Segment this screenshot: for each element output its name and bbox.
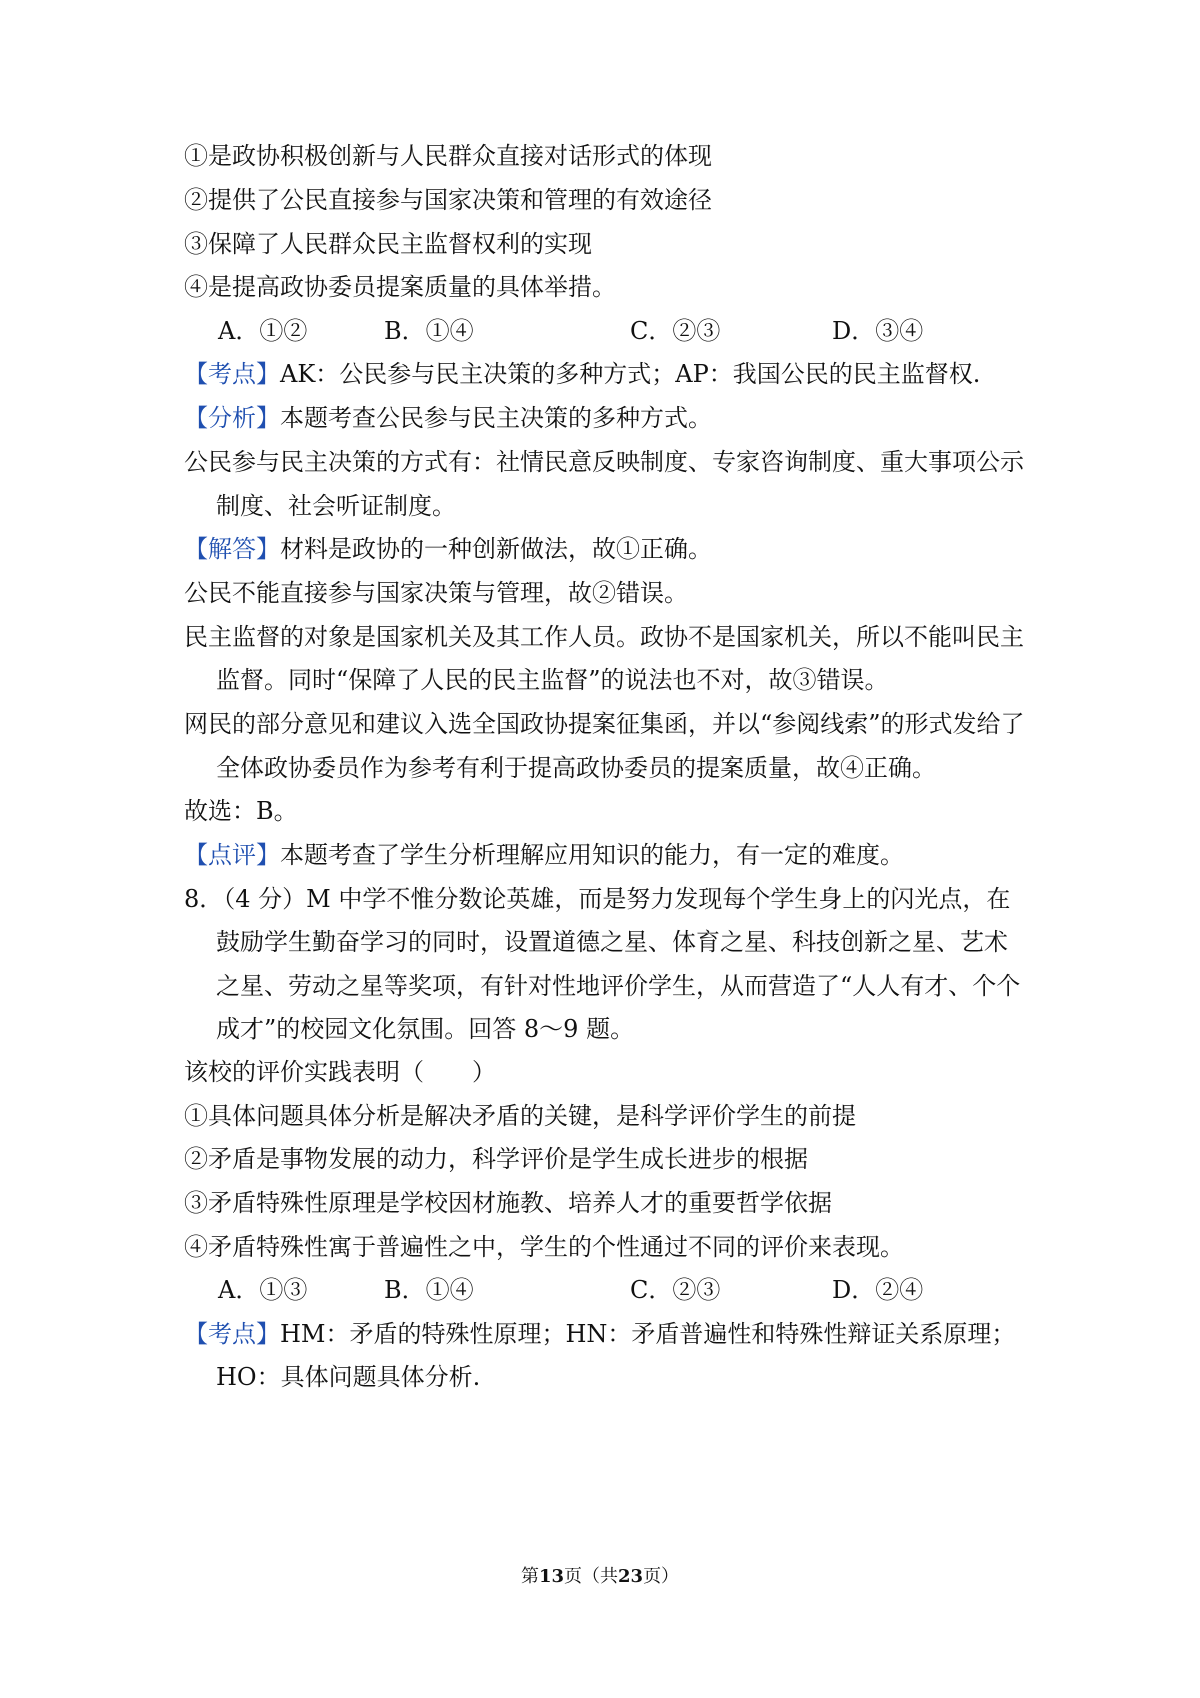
q7-option-d: D．③④ xyxy=(832,317,924,345)
page-footer xyxy=(0,1565,1200,1589)
q8-option-b: B．①④ xyxy=(384,1276,474,1304)
q8-option-c: C．②③ xyxy=(630,1276,721,1304)
jieda-label: 【解答】 xyxy=(184,535,280,563)
kaodian-label: 【考点】 xyxy=(184,360,280,388)
q7-kaodian xyxy=(184,357,1044,391)
footer-page-number: 13 xyxy=(538,1566,564,1587)
q7-jieda-line-4: 网民的部分意见和建议入选全国政协提案征集函，并以“参阅线索”的形式发给了 xyxy=(184,710,1025,738)
q7-option-a: A．①② xyxy=(218,317,308,345)
fenxi-text: 本题考查公民参与民主决策的多种方式。 xyxy=(280,404,712,432)
footer-total-pages: 23 xyxy=(618,1566,644,1587)
q7-jieda-line-1: 公民不能直接参与国家决策与管理，故②错误。 xyxy=(184,579,688,607)
jieda-text: 材料是政协的一种创新做法，故①正确。 xyxy=(280,535,712,563)
q7-fenxi-line-1: 公民参与民主决策的方式有：社情民意反映制度、专家咨询制度、重大事项公示 xyxy=(184,448,1024,476)
q7-option-b: B．①④ xyxy=(384,317,474,345)
q7-item-2: ②提供了公民直接参与国家决策和管理的有效途径 xyxy=(184,186,712,214)
q8-kaodian-cont: HO：具体问题具体分析. xyxy=(216,1363,481,1391)
q8-kaodian-text: HM：矛盾的特殊性原理；HN：矛盾普遍性和特殊性辩证关系原理； xyxy=(280,1320,1016,1348)
footer-suffix: 页） xyxy=(643,1566,680,1587)
q8-stem-line-3: 之星、劳动之星等奖项，有针对性地评价学生，从而营造了“人人有才、个个 xyxy=(216,972,1021,1000)
q7-jieda-line-2: 民主监督的对象是国家机关及其工作人员。政协不是国家机关，所以不能叫民主 xyxy=(184,623,1024,651)
q8-stem-line-1: 8．（4 分）M 中学不惟分数论英雄，而是努力发现每个学生身上的闪光点，在 xyxy=(184,885,1011,913)
q8-option-a: A．①③ xyxy=(218,1276,308,1304)
q7-fenxi xyxy=(184,401,1044,435)
q8-item-4: ④矛盾特殊性寓于普遍性之中，学生的个性通过不同的评价来表现。 xyxy=(184,1233,904,1261)
q7-jieda xyxy=(184,532,1044,566)
q7-item-3: ③保障了人民群众民主监督权利的实现 xyxy=(184,230,592,258)
q7-dianping xyxy=(184,838,1044,872)
q7-item-1: ①是政协积极创新与人民群众直接对话形式的体现 xyxy=(184,142,712,170)
footer-middle: 页（共 xyxy=(564,1566,618,1587)
q8-kaodian xyxy=(184,1317,1044,1351)
dianping-text: 本题考查了学生分析理解应用知识的能力，有一定的难度。 xyxy=(280,841,904,869)
fenxi-label: 【分析】 xyxy=(184,404,280,432)
q8-item-1: ①具体问题具体分析是解决矛盾的关键，是科学评价学生的前提 xyxy=(184,1102,856,1130)
kaodian-text: AK：公民参与民主决策的多种方式；AP：我国公民的民主监督权. xyxy=(280,360,981,388)
q7-option-c: C．②③ xyxy=(630,317,721,345)
q8-stem-line-2: 鼓励学生勤奋学习的同时，设置道德之星、体育之星、科技创新之星、艺术 xyxy=(216,928,1008,956)
q7-fenxi-line-2: 制度、社会听证制度。 xyxy=(216,492,456,520)
q7-item-4: ④是提高政协委员提案质量的具体举措。 xyxy=(184,273,616,301)
footer-prefix: 第 xyxy=(520,1566,539,1587)
q8-item-3: ③矛盾特殊性原理是学校因材施教、培养人才的重要哲学依据 xyxy=(184,1189,832,1217)
q8-stem-line-4: 成才”的校园文化氛围。回答 8～9 题。 xyxy=(216,1015,635,1043)
q7-jieda-line-3: 监督。同时“保障了人民的民主监督”的说法也不对，故③错误。 xyxy=(216,666,889,694)
dianping-label: 【点评】 xyxy=(184,841,280,869)
q7-jieda-line-5: 全体政协委员作为参考有利于提高政协委员的提案质量，故④正确。 xyxy=(216,754,936,782)
q8-option-d: D．②④ xyxy=(832,1276,924,1304)
q8-question: 该校的评价实践表明（ ） xyxy=(184,1058,496,1086)
q8-kaodian-label: 【考点】 xyxy=(184,1320,280,1348)
q7-answer: 故选：B。 xyxy=(184,797,298,825)
q8-item-2: ②矛盾是事物发展的动力，科学评价是学生成长进步的根据 xyxy=(184,1145,808,1173)
